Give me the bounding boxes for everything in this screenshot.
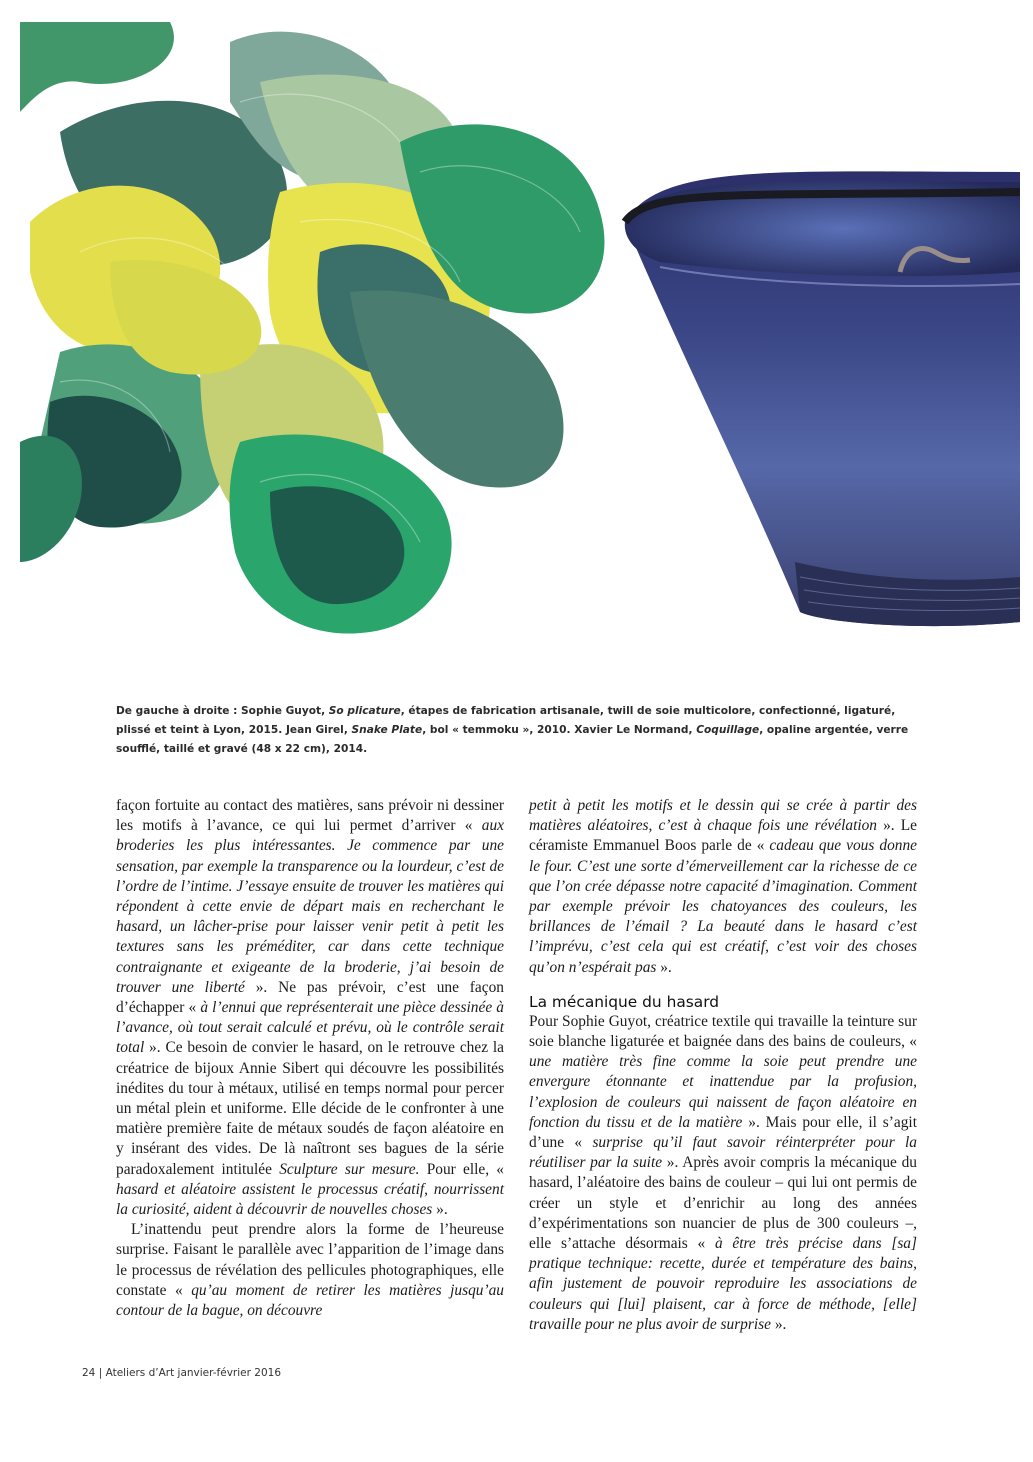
caption-text: , bol « temmoku », 2010. Xavier Le Normand, <box>422 724 697 736</box>
caption-text: , étapes de fabrication artisanale, twill de soie multicolore, confectionné, ligaturé, plissé et teint à Lyon, 2015. Jean Girel, <box>116 705 896 736</box>
article-column-left <box>116 796 504 1321</box>
body-text: façon fortuite au contact des matières, sans prévoir ni dessiner les motifs à l’avance, ce qui lui permet d’arriver « <box>116 797 504 835</box>
caption-title: So plicature <box>328 705 401 717</box>
quote-text: qu’au moment de retirer les matières jusqu’au contour de la bague, on découvre <box>116 1281 504 1320</box>
body-text: ». Mais pour elle, il s’agit d’une « <box>529 1113 917 1152</box>
quote-text: cadeau que vous donne le four. C’est une sorte d’émerveillement car la richesse de ce que l’on crée dépasse notre capacité d’imagination. Comment par exemple prévoir les chatoyances des couleurs, les brillances de l’émail ? La beauté dans le hasard c’est l’imprévu, c’est cela qui est créatif, c’est voir des choses qu’on n’espérait pas <box>529 837 917 976</box>
body-text: ». <box>770 1315 787 1333</box>
caption-title: Snake Plate <box>351 724 423 736</box>
quote-text: à être très précise dans [sa] pratique technique: recette, durée et température des bains, afin justement de pouvoir reproduire les associations de couleurs qui [lui] plaisent, car à force de méthode, [elle] travaille pour ne plus avoir de surprise <box>529 1235 917 1333</box>
article-column-right <box>529 796 917 1335</box>
silk-sculpture-image <box>20 22 604 634</box>
quote-text: une matière très fine comme la soie peut prendre une envergure étonnante et inattendue par la profusion, l’explosion de couleurs qui naissent de façon aléatoire en fonction du tissu et de la matière <box>529 1053 917 1131</box>
quote-text: aux broderies les plus intéressantes. Je commence par une sensation, par exemple la transparence ou la lourdeur, c’est de l’ordre de l’intime. J’essaye ensuite de trouver les matières qui répondent à cette envie de départ mais en recherchant le hasard, un lâcher-prise pour laisser venir petit à petit les textures sans les préméditer, car dans cette technique contraignante et exigeante de la broderie, j’ai besoin de trouver une liberté <box>116 817 504 996</box>
body-text: ». Après avoir compris la mécanique du hasard, l’aléatoire des bains de couleur – qui lui ont permis de créer un style et d’enrichir au long des années d’expérimentations son nuancier de plus de 300 couleurs –, elle s’attache désormais « <box>529 1154 917 1253</box>
paragraph <box>116 1220 504 1321</box>
artwork-photos <box>20 22 1020 670</box>
ceramic-bowl-image <box>625 171 1020 626</box>
paragraph <box>116 796 504 1220</box>
body-text: L’inattendu peut prendre alors la forme de l’heureuse surprise. Faisant le parallèle avec l’apparition de l’image dans le processus de révélation des pellicules photographiques, elle constate « <box>116 1221 504 1299</box>
caption-text: De gauche à droite : Sophie Guyot, <box>116 705 329 717</box>
body-text: ». Ce besoin de convier le hasard, on le retrouve chez la créatrice de bijoux Annie Sibert qui découvre les possibilités inédites du tour à métaux, utilisé en temps normal pour percer un métal plein et uniforme. Elle décide de le confronter à une matière première faite de métaux soudés de façon aléatoire en y insérant des vides. De là naîtront ses bagues de la série paradoxalement intitulée <box>116 1039 504 1178</box>
page-footer: 24 | Ateliers d’Art janvier-février 2016 <box>82 1367 281 1379</box>
paragraph <box>529 1012 917 1335</box>
quote-text: à l’ennui que représenterait une pièce dessinée à l’avance, où tout serait calculé et prévu, où le contrôle serait total <box>116 999 504 1057</box>
body-text: Pour elle, « <box>419 1160 504 1178</box>
body-text: ». Ne pas prévoir, c’est une façon d’échapper « <box>116 978 504 1017</box>
quote-text: surprise qu’il faut savoir réinterpréter pour la réutiliser par la suite <box>529 1134 918 1172</box>
quote-text: petit à petit les motifs et le dessin qui se crée à partir des matières aléatoires, c’est à chaque fois une révélation <box>529 797 917 835</box>
quote-text: hasard et aléatoire assistent le processus créatif, nourrissent la curiosité, aident à découvrir de nouvelles choses <box>116 1180 504 1219</box>
photo-caption <box>116 702 916 759</box>
body-text: ». <box>656 958 672 976</box>
body-text: ». Le céramiste Emmanuel Boos parle de « <box>529 817 917 855</box>
body-text: ». <box>432 1201 448 1219</box>
caption-title: Coquillage <box>696 724 760 736</box>
caption-text: , opaline argentée, verre soufflé, taillé et gravé (48 x 22 cm), 2014. <box>116 724 909 755</box>
photo-banner <box>20 22 1020 670</box>
paragraph <box>529 796 917 978</box>
quote-text: Sculpture sur mesure. <box>279 1160 420 1178</box>
body-text: Pour Sophie Guyot, créatrice textile qui travaille la teinture sur soie blanche ligaturée et baignée dans des bains de couleurs, « <box>529 1012 917 1051</box>
section-heading: La mécanique du hasard <box>529 992 720 1011</box>
